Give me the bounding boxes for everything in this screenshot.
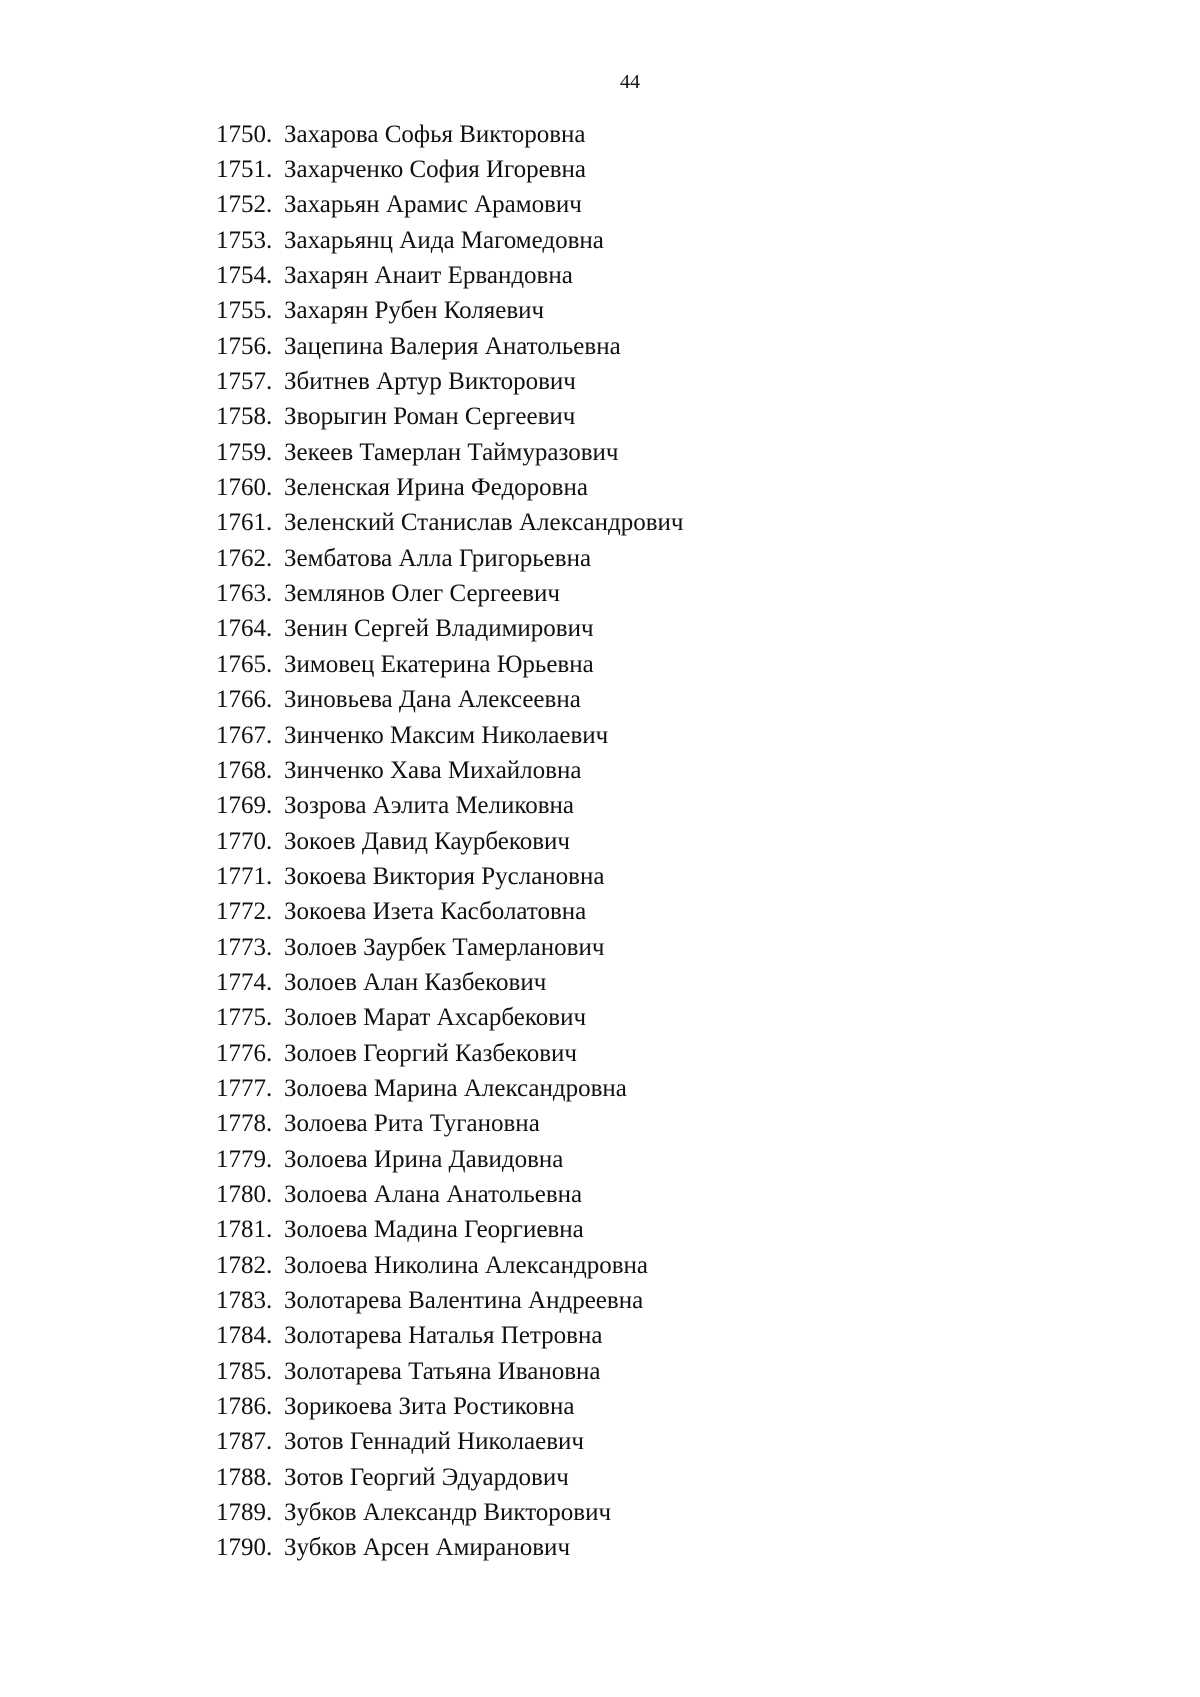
item-name: Золоев Заурбек Тамерланович	[284, 933, 605, 961]
item-name: Золоева Николина Александровна	[284, 1251, 648, 1279]
item-name: Золоева Марина Александровна	[284, 1074, 627, 1102]
list-item	[216, 400, 683, 435]
list-item	[216, 1354, 683, 1389]
item-number: 1764.	[216, 615, 273, 643]
item-number: 1790.	[216, 1534, 273, 1562]
item-name: Зокоева Изета Касболатовна	[284, 898, 587, 926]
item-name: Захарян Рубен Коляевич	[284, 297, 545, 325]
list-item	[216, 541, 683, 576]
list-item	[216, 1389, 683, 1424]
item-number: 1755.	[216, 297, 273, 325]
item-name: Захарьян Арамис Арамович	[284, 191, 582, 219]
name-list	[216, 117, 683, 1566]
page-number: 44	[620, 71, 640, 93]
item-name: Зорикоева Зита Ростиковна	[284, 1393, 575, 1421]
item-name: Збитнев Артур Викторович	[284, 368, 576, 396]
list-item	[216, 1142, 683, 1177]
item-number: 1759.	[216, 438, 273, 466]
item-number: 1754.	[216, 262, 273, 290]
list-item	[216, 647, 683, 682]
item-number: 1751.	[216, 156, 273, 184]
list-item	[216, 1319, 683, 1354]
item-number: 1768.	[216, 756, 273, 784]
item-number: 1776.	[216, 1039, 273, 1067]
list-item	[216, 859, 683, 894]
item-number: 1753.	[216, 226, 273, 254]
item-number: 1758.	[216, 403, 273, 431]
item-number: 1787.	[216, 1428, 273, 1456]
item-name: Зворыгин Роман Сергеевич	[284, 403, 576, 431]
list-item	[216, 718, 683, 753]
list-item	[216, 895, 683, 930]
item-number: 1783.	[216, 1287, 273, 1315]
list-item	[216, 1107, 683, 1142]
list-item	[216, 329, 683, 364]
item-number: 1752.	[216, 191, 273, 219]
list-item	[216, 435, 683, 470]
item-name: Золоева Рита Тугановна	[284, 1110, 540, 1138]
list-item	[216, 470, 683, 505]
item-name: Зотов Георгий Эдуардович	[284, 1463, 569, 1491]
item-name: Золоев Марат Ахсарбекович	[284, 1004, 587, 1032]
item-number: 1756.	[216, 332, 273, 360]
item-name: Зотов Геннадий Николаевич	[284, 1428, 584, 1456]
list-item	[216, 1177, 683, 1212]
list-item	[216, 1460, 683, 1495]
item-name: Захарченко София Игоревна	[284, 156, 587, 184]
item-name: Зубков Александр Викторович	[284, 1499, 612, 1527]
item-number: 1785.	[216, 1357, 273, 1385]
list-item	[216, 1531, 683, 1566]
item-name: Золоева Мадина Георгиевна	[284, 1216, 584, 1244]
list-item	[216, 294, 683, 329]
item-name: Зубков Арсен Амиранович	[284, 1534, 571, 1562]
item-number: 1760.	[216, 474, 273, 502]
item-name: Захарьянц Аида Магомедовна	[284, 226, 604, 254]
item-name: Зеленский Станислав Александрович	[284, 509, 684, 537]
item-number: 1765.	[216, 650, 273, 678]
list-item	[216, 1283, 683, 1318]
list-item	[216, 1001, 683, 1036]
list-item	[216, 188, 683, 223]
item-name: Зинченко Максим Николаевич	[284, 721, 609, 749]
item-name: Зиновьева Дана Алексеевна	[284, 686, 581, 714]
item-name: Зеленская Ирина Федоровна	[284, 474, 588, 502]
item-name: Зокоев Давид Каурбекович	[284, 827, 570, 855]
list-item	[216, 789, 683, 824]
item-number: 1777.	[216, 1074, 273, 1102]
item-number: 1782.	[216, 1251, 273, 1279]
list-item	[216, 364, 683, 399]
item-number: 1772.	[216, 898, 273, 926]
list-item	[216, 930, 683, 965]
item-number: 1771.	[216, 862, 273, 890]
list-item	[216, 683, 683, 718]
list-item	[216, 1071, 683, 1106]
list-item	[216, 753, 683, 788]
item-number: 1788.	[216, 1463, 273, 1491]
list-item	[216, 824, 683, 859]
list-item	[216, 576, 683, 611]
list-item	[216, 612, 683, 647]
item-name: Зекеев Тамерлан Таймуразович	[284, 438, 619, 466]
item-name: Зозрова Аэлита Меликовна	[284, 792, 574, 820]
list-item	[216, 1036, 683, 1071]
list-item	[216, 223, 683, 258]
list-item	[216, 1495, 683, 1530]
item-number: 1778.	[216, 1110, 273, 1138]
item-name: Зокоева Виктория Руслановна	[284, 862, 605, 890]
list-item	[216, 258, 683, 293]
item-name: Зенин Сергей Владимирович	[284, 615, 594, 643]
item-name: Захарян Анаит Ервандовна	[284, 262, 573, 290]
item-name: Золотарева Валентина Андреевна	[284, 1287, 644, 1315]
item-name: Зацепина Валерия Анатольевна	[284, 332, 621, 360]
item-number: 1762.	[216, 544, 273, 572]
item-number: 1781.	[216, 1216, 273, 1244]
item-name: Зимовец Екатерина Юрьевна	[284, 650, 594, 678]
item-number: 1750.	[216, 120, 273, 148]
item-number: 1761.	[216, 509, 273, 537]
item-number: 1767.	[216, 721, 273, 749]
item-number: 1786.	[216, 1393, 273, 1421]
item-name: Захарова Софья Викторовна	[284, 120, 586, 148]
list-item	[216, 1248, 683, 1283]
item-number: 1769.	[216, 792, 273, 820]
item-name: Золоева Ирина Давидовна	[284, 1145, 564, 1173]
list-item	[216, 1425, 683, 1460]
list-item	[216, 117, 683, 152]
item-number: 1789.	[216, 1499, 273, 1527]
item-number: 1779.	[216, 1145, 273, 1173]
item-number: 1770.	[216, 827, 273, 855]
item-name: Золоев Георгий Казбекович	[284, 1039, 577, 1067]
item-number: 1784.	[216, 1322, 273, 1350]
item-name: Зинченко Хава Михайловна	[284, 756, 582, 784]
list-item	[216, 965, 683, 1000]
item-number: 1780.	[216, 1180, 273, 1208]
item-name: Зембатова Алла Григорьевна	[284, 544, 592, 572]
item-number: 1773.	[216, 933, 273, 961]
item-number: 1774.	[216, 968, 273, 996]
list-item	[216, 152, 683, 187]
item-number: 1775.	[216, 1004, 273, 1032]
item-name: Золотарева Татьяна Ивановна	[284, 1357, 601, 1385]
list-item	[216, 506, 683, 541]
item-name: Золоева Алана Анатольевна	[284, 1180, 583, 1208]
item-number: 1757.	[216, 368, 273, 396]
item-name: Золотарева Наталья Петровна	[284, 1322, 603, 1350]
item-number: 1766.	[216, 686, 273, 714]
item-number: 1763.	[216, 580, 273, 608]
list-item	[216, 1213, 683, 1248]
item-name: Землянов Олег Сергеевич	[284, 580, 560, 608]
item-name: Золоев Алан Казбекович	[284, 968, 547, 996]
